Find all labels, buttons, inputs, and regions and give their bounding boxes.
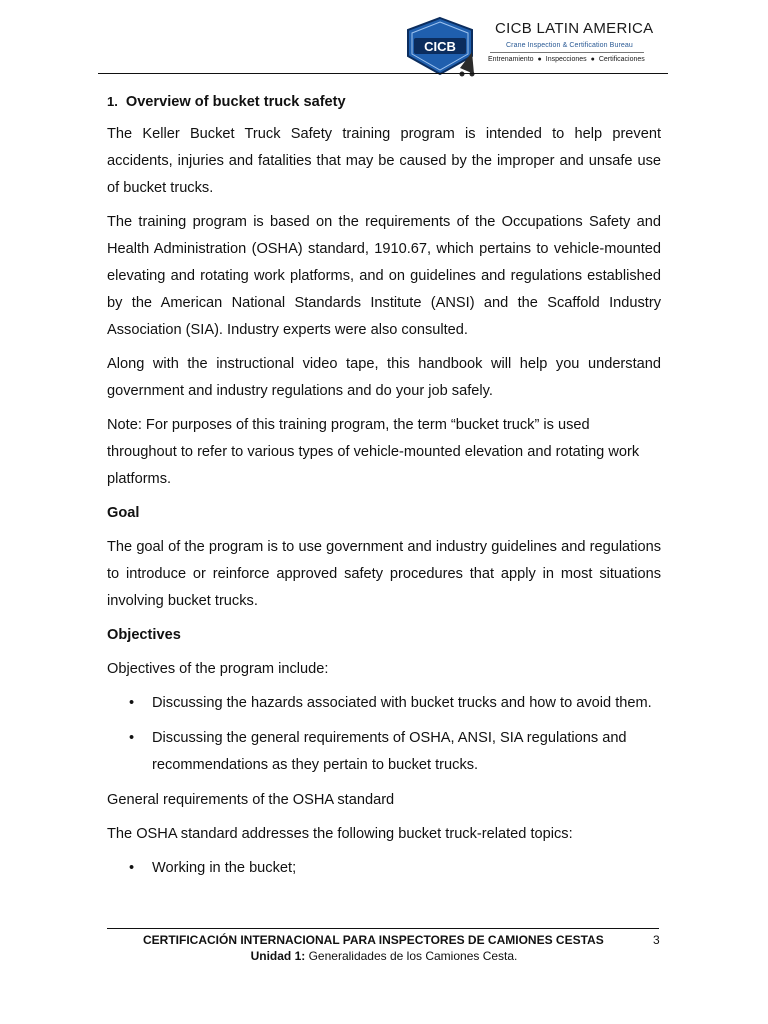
bullet-icon: •	[129, 695, 135, 711]
cicb-logo	[402, 16, 478, 78]
objectives-heading: Objectives	[107, 627, 181, 643]
brand-divider	[490, 52, 644, 53]
brand-title: CICB LATIN AMERICA	[495, 20, 654, 37]
logo-text: CICB	[424, 39, 456, 54]
section-number: 1.	[107, 94, 118, 109]
paragraph-basis: The training program is based on the requirements of the Occupations Safety and Health Administration (OSHA) standard, 1910.67, which pertains to vehicle-mounted elevating and rotating work platforms, and on guidelines and regulations established by the American National Standards Institute (ANSI) and the Scaffold Industry Association (SIA). Industry experts were also consulted.	[107, 214, 661, 338]
paragraph-note: Note: For purposes of this training program, the term “bucket truck” is used throughout to refer to various types of vehicle-mounted elevation and rotating work platforms.	[107, 417, 640, 487]
service-certifications: Certificaciones	[598, 56, 645, 63]
paragraph-handbook: Along with the instructional video tape, this handbook will help you understand government and industry regulations and do your job safely.	[107, 356, 661, 399]
brand-services	[488, 56, 645, 63]
footer-divider	[107, 928, 659, 929]
paragraph-intro: The Keller Bucket Truck Safety training program is intended to help prevent accidents, injuries and fatalities that may be caused by the improper and unsafe use of bucket trucks.	[107, 126, 661, 196]
footer-unit-label: Unidad 1:	[250, 949, 306, 963]
list-item-text: Discussing the general requirements of OSHA, ANSI, SIA regulations and recommendations as they pertain to bucket trucks.	[152, 730, 627, 773]
goal-heading: Goal	[107, 505, 140, 521]
osha-subheading: General requirements of the OSHA standard	[107, 792, 395, 808]
list-item	[107, 725, 661, 779]
osha-intro: The OSHA standard addresses the following bucket truck-related topics:	[107, 826, 573, 842]
list-item	[107, 855, 661, 882]
list-item-text: Discussing the hazards associated with bucket trucks and how to avoid them.	[152, 695, 652, 711]
footer-unit	[107, 949, 661, 963]
brand-subtitle: Crane Inspection & Certification Bureau	[506, 42, 633, 49]
list-item-text: Working in the bucket;	[152, 860, 297, 876]
service-inspections: Inspecciones	[545, 56, 587, 63]
header-divider	[98, 73, 668, 74]
osha-topics-list	[107, 855, 661, 882]
goal-text: The goal of the program is to use government and industry guidelines and regulations to introduce or reinforce approved safety procedures that apply in most situations involving bucket trucks.	[107, 539, 661, 609]
list-item	[107, 690, 661, 717]
section-heading	[107, 88, 661, 116]
page-footer	[107, 928, 661, 963]
footer-title: CERTIFICACIÓN INTERNACIONAL PARA INSPECTORES DE CAMIONES CESTAS	[143, 933, 604, 947]
section-title: Overview of bucket truck safety	[125, 94, 346, 110]
objectives-list	[107, 690, 661, 779]
objectives-intro: Objectives of the program include:	[107, 661, 329, 677]
document-body	[107, 88, 661, 890]
page-number: 3	[653, 933, 660, 947]
bullet-dot-icon: ●	[537, 56, 542, 63]
page-header	[98, 8, 668, 74]
service-training: Entrenamiento	[488, 56, 534, 63]
bullet-dot-icon: ●	[590, 56, 595, 63]
footer-unit-text: Generalidades de los Camiones Cesta.	[305, 949, 518, 963]
bullet-icon: •	[129, 860, 135, 876]
bullet-icon: •	[129, 730, 135, 746]
